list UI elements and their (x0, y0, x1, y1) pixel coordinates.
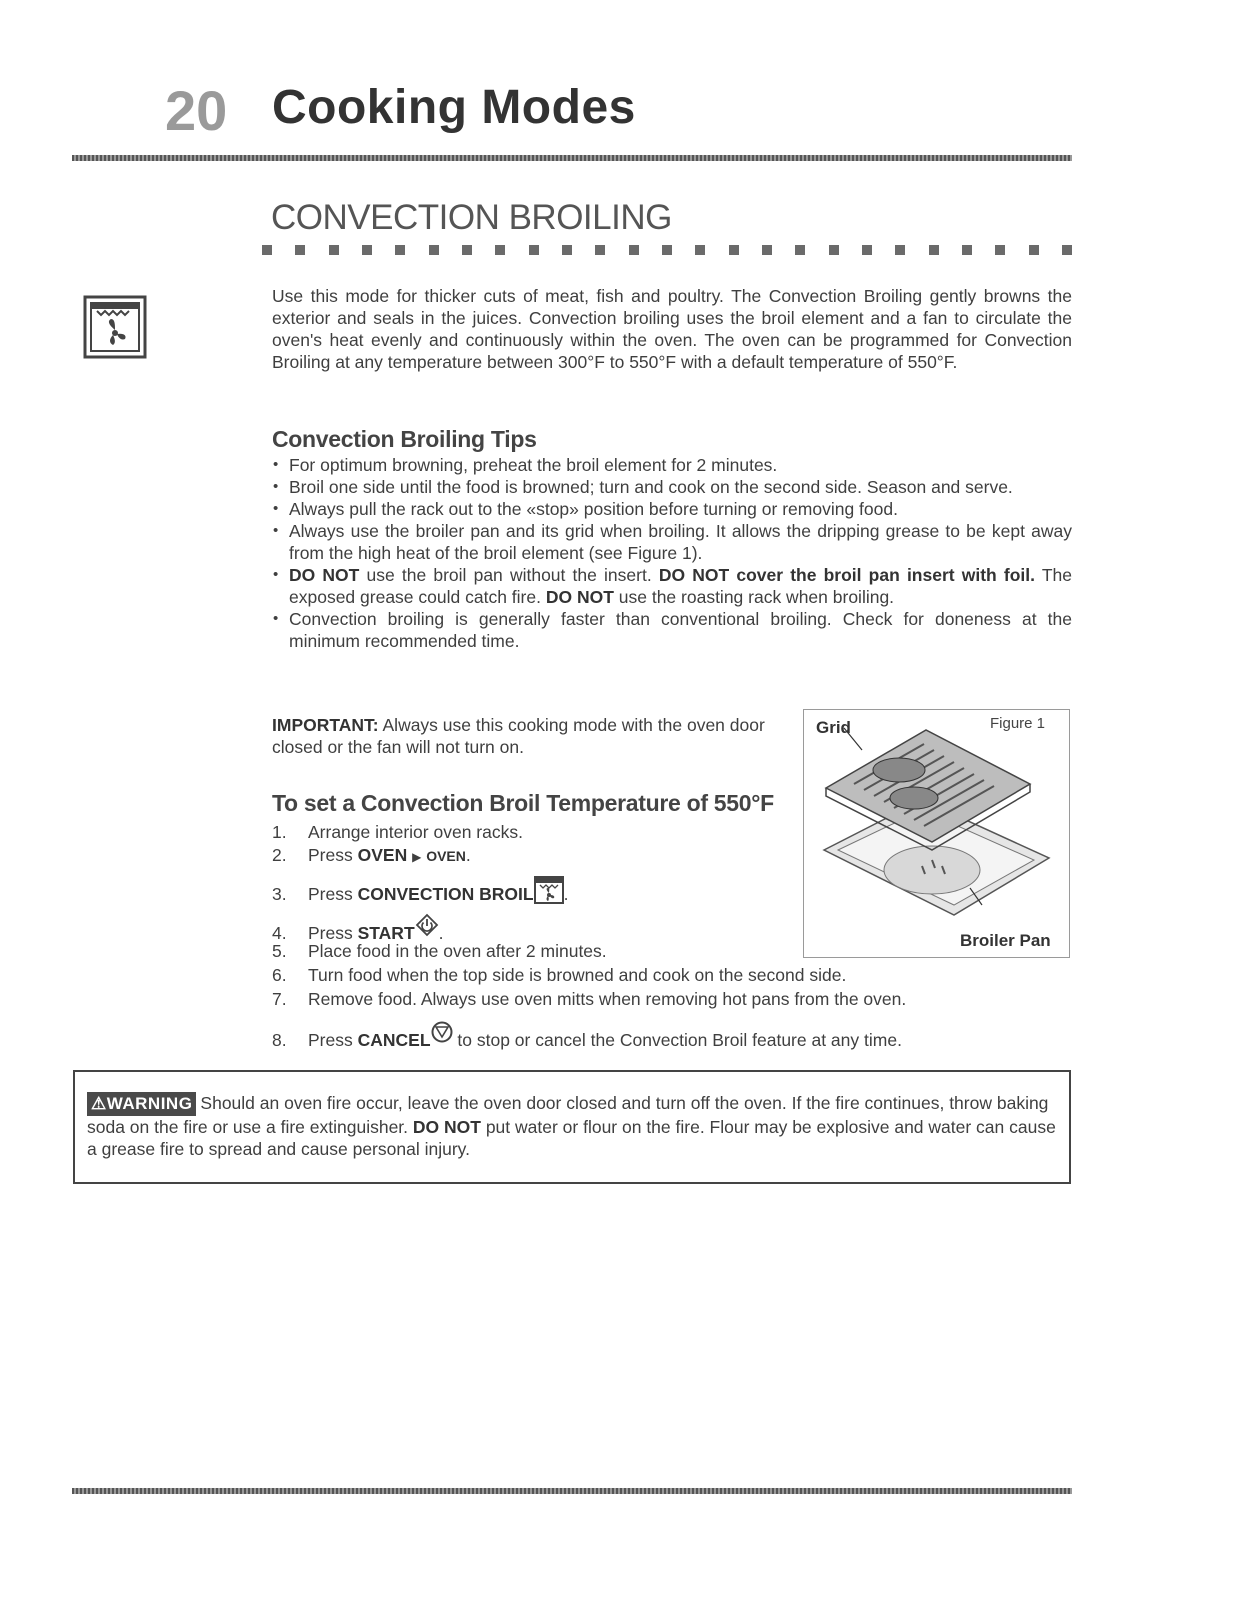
cancel-icon (431, 1021, 453, 1043)
step-number: 2. (272, 845, 287, 865)
tips-list (272, 454, 1072, 652)
step-number: 3. (272, 884, 287, 904)
list-item: • Broil one side until the food is browned; turn and cook on the second side. Season and serve. (272, 476, 1072, 498)
step-text: Arrange interior oven racks. (308, 822, 523, 842)
step-number: 7. (272, 989, 287, 1009)
list-item: 3. Press CONVECTION BROIL . (272, 876, 568, 905)
list-item (272, 564, 1072, 608)
page-number: 20 (165, 79, 228, 142)
step-number: 6. (272, 965, 287, 985)
steps-heading: To set a Convection Broil Temperature of 550°F (272, 790, 774, 816)
step-text: Press (308, 884, 358, 904)
footer-rule (72, 1488, 1072, 1494)
list-item: 8. Press CANCEL to stop or cancel the Convection Broil feature at any time. (272, 1021, 902, 1051)
important-label: IMPORTANT: (272, 715, 379, 735)
oven-key-label: OVEN (357, 845, 408, 865)
step-number: 1. (272, 822, 287, 842)
broiler-pan-label: Broiler Pan (960, 931, 1051, 950)
figure-label: Figure 1 (990, 715, 1046, 732)
list-item: 4. Press START . (272, 913, 444, 944)
step-text: Press (308, 1030, 358, 1050)
step-number: 8. (272, 1030, 287, 1050)
important-text: Always use this cooking mode with the oven door closed or the fan will not turn on. (272, 715, 765, 757)
list-item: • Always use the broiler pan and its grid when broiling. It allows the dripping grease to be kept away from the high heat of the broil element (see Figure 1). (272, 520, 1072, 564)
section-title: CONVECTION BROILING (271, 198, 672, 237)
header-rule (72, 155, 1072, 161)
tip-text: The exposed grease could catch fire. (289, 565, 1073, 607)
list-item: 2. Press OVEN ▶ OVEN. (272, 845, 471, 865)
list-item (272, 941, 607, 962)
step-text: Remove food. Always use oven mitts when removing hot pans from the oven. (308, 989, 907, 1009)
list-item: • Convection broiling is generally faster than conventional broiling. Check for doneness at the minimum recommended time. (272, 608, 1072, 652)
start-key-label: START (357, 923, 415, 943)
important-note (272, 714, 792, 758)
intro-paragraph: Use this mode for thicker cuts of meat, fish and poultry. The Convection Broiling gently browns the exterior and seals in the juices. Convection broiling uses the broil element and a fan to circulate the oven's heat evenly and continuously within the oven. The oven can be programmed for Convection Broiling at any temperature between 300°F to 550°F with a default temperature of 550°F. (272, 286, 1072, 372)
list-item (272, 989, 906, 1010)
convection-broil-icon (534, 876, 564, 904)
list-item (272, 822, 523, 843)
step-text: Press (308, 923, 358, 943)
warning-triangle-icon: ⚠ (91, 1094, 107, 1113)
warning-badge: ⚠WARNING (87, 1092, 196, 1116)
convection-broil-key-label: CONVECTION BROIL (357, 884, 534, 904)
grid-label: Grid (816, 718, 851, 737)
step-number: 5. (272, 941, 287, 961)
start-icon (415, 913, 439, 937)
oven-key-small-label: OVEN (426, 848, 466, 864)
step-text: Press (308, 845, 358, 865)
do-not-label: DO NOT (545, 587, 614, 607)
tip-text: use the broil pan without the insert. (359, 565, 659, 585)
tip-text: use the roasting rack when broiling. (613, 587, 895, 607)
tips-heading: Convection Broiling Tips (272, 426, 537, 452)
step-number: 4. (272, 923, 287, 943)
figure-broiler-pan (803, 709, 1070, 958)
warning-text: ⚠WARNING Should an oven fire occur, leave the oven door closed and turn off the oven. If the fire continues, throw baking soda on the fire or use a fire extinguisher. DO NOT put water or flour on the fire. Flour may be explosive and water can cause a grease fire to spread and cause personal injury. (87, 1093, 1056, 1159)
broiler-pan-illustration (804, 710, 1069, 957)
do-not-label: DO NOT (412, 1117, 481, 1137)
page-title: Cooking Modes (272, 81, 636, 134)
step-text: Place food in the oven after 2 minutes. (308, 941, 607, 961)
do-not-label: DO NOT (289, 565, 360, 585)
list-item: • For optimum browning, preheat the broil element for 2 minutes. (272, 454, 1072, 476)
convection-broil-icon (83, 295, 147, 359)
tip-bold-text: DO NOT cover the broil pan insert with foil. (658, 565, 1036, 585)
list-item (272, 965, 846, 986)
cancel-key-label: CANCEL (357, 1030, 431, 1050)
step-text: Turn food when the top side is browned and cook on the second side. (308, 965, 847, 985)
list-item: • Always pull the rack out to the «stop» position before turning or removing food. (272, 498, 1072, 520)
section-dot-divider (262, 245, 1072, 257)
arrow-right-icon: ▶ (412, 850, 422, 864)
